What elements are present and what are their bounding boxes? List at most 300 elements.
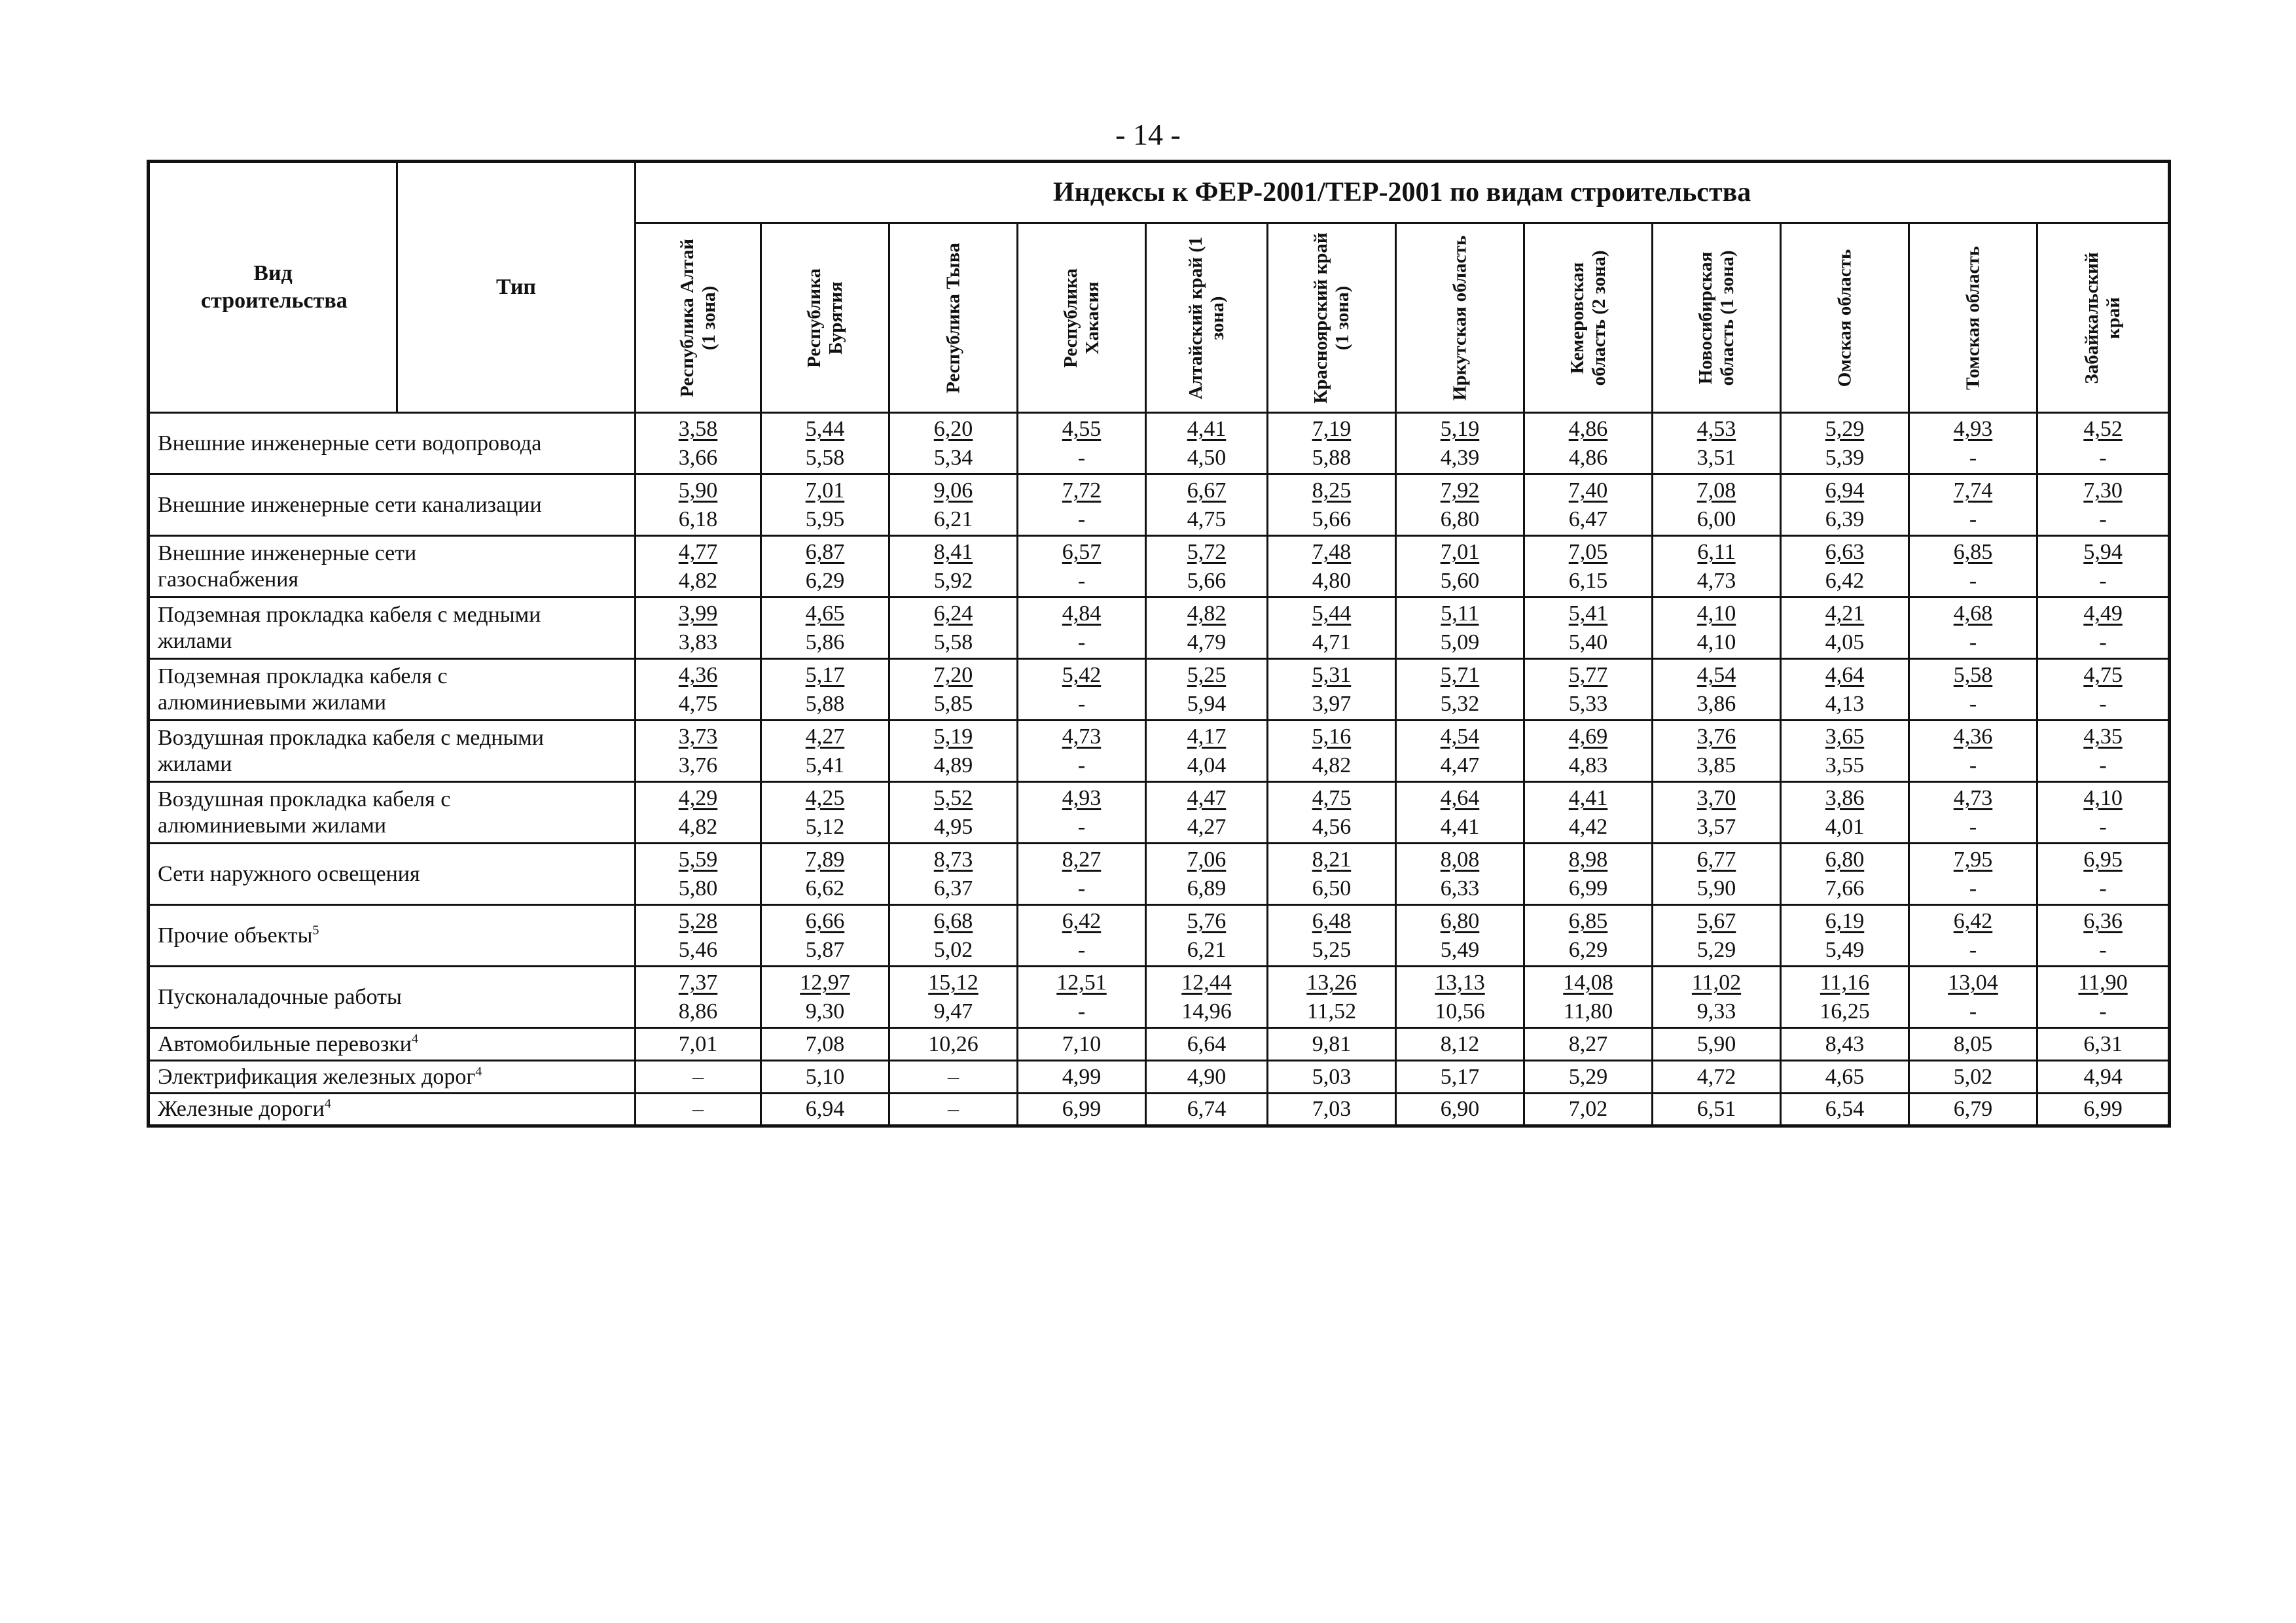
index-top-wrap [636, 907, 760, 936]
index-value: – [636, 1094, 761, 1126]
index-top-value: 5,52 [933, 785, 973, 810]
index-bottom-value: - [1077, 691, 1086, 716]
index-top-value: 6,80 [1440, 908, 1480, 933]
index-top-wrap [636, 846, 760, 874]
index-value: 7,08 [761, 1028, 889, 1061]
index-cell [1653, 844, 1781, 905]
table-caption: Индексы к ФЕР-2001/ТЕР-2001 по видам строительства [636, 162, 2170, 223]
index-cell [1268, 597, 1396, 659]
index-cell [1018, 967, 1146, 1028]
index-top-value: 5,29 [1825, 416, 1865, 441]
index-top-wrap [890, 415, 1016, 444]
construction-type-label: Железные дороги [158, 1097, 325, 1121]
index-top-value: 4,49 [2083, 601, 2123, 626]
region-header [1396, 223, 1524, 413]
index-top-wrap [1018, 415, 1145, 444]
region-header-label: Кемеровская область (2 зона) [1566, 250, 1609, 386]
index-bottom-value: - [1077, 507, 1086, 531]
construction-type-label: Воздушная прокладка кабеля с [158, 787, 451, 812]
construction-type-name [149, 1061, 636, 1094]
index-top-value: 4,54 [1440, 724, 1480, 749]
index-value: 7,02 [1524, 1094, 1653, 1126]
index-bottom-value: 3,85 [1696, 753, 1736, 777]
index-bottom-value: - [2099, 568, 2107, 593]
index-top-wrap [1018, 476, 1145, 505]
index-top-value: 4,41 [1568, 785, 1608, 810]
index-top-value: 5,41 [1568, 601, 1608, 626]
index-value: 7,10 [1018, 1028, 1146, 1061]
index-top-wrap [1782, 415, 1908, 444]
index-cell [1781, 844, 1909, 905]
index-top-value: 6,85 [1953, 539, 1993, 564]
index-bottom-value: - [1969, 691, 1977, 716]
index-cell [1396, 597, 1524, 659]
construction-type-label-line2: жилами [158, 628, 232, 653]
index-cell [889, 474, 1018, 536]
table-row [149, 721, 2170, 782]
index-cell [889, 905, 1018, 967]
table-row [149, 659, 2170, 721]
region-header [889, 223, 1018, 413]
index-top-wrap [762, 476, 888, 505]
region-header [2037, 223, 2170, 413]
index-bottom-value: 3,51 [1696, 445, 1736, 470]
index-cell [761, 905, 889, 967]
index-top-wrap [1525, 907, 1651, 936]
index-cell [761, 782, 889, 844]
index-top-wrap [1782, 599, 1908, 628]
index-value: 5,29 [1524, 1061, 1653, 1094]
index-top-wrap [1525, 538, 1651, 567]
index-top-wrap [1525, 599, 1651, 628]
index-cell [1146, 597, 1268, 659]
index-top-wrap [1525, 722, 1651, 751]
index-top-value: 4,93 [1062, 785, 1102, 810]
index-bottom-value: 4,95 [933, 814, 973, 839]
index-bottom-value: - [1969, 937, 1977, 962]
index-cell [1146, 474, 1268, 536]
index-bottom-value: 6,47 [1568, 507, 1608, 531]
index-top-value: 4,82 [1187, 601, 1227, 626]
index-value: 6,79 [1909, 1094, 2037, 1126]
index-top-value: 4,77 [678, 539, 718, 564]
index-cell [1146, 659, 1268, 721]
construction-index-table [147, 160, 2171, 1128]
index-bottom-value: 4,50 [1187, 445, 1227, 470]
index-cell [636, 659, 761, 721]
construction-type-label-line2: газоснабжения [158, 567, 299, 592]
index-top-value: 4,64 [1440, 785, 1480, 810]
index-top-wrap [890, 846, 1016, 874]
index-bottom-value: 4,42 [1568, 814, 1608, 839]
index-cell [761, 597, 889, 659]
index-cell [1909, 844, 2037, 905]
index-cell [636, 413, 761, 474]
region-header [1909, 223, 2037, 413]
index-top-wrap [1147, 599, 1266, 628]
index-bottom-value: 5,32 [1440, 691, 1480, 716]
index-cell [1524, 597, 1653, 659]
index-bottom-value: - [1077, 814, 1086, 839]
index-top-wrap [1525, 969, 1651, 997]
index-top-value: 6,95 [2083, 847, 2123, 872]
index-top-value: 7,72 [1062, 478, 1102, 503]
index-top-wrap [1397, 722, 1523, 751]
construction-type-name [149, 967, 636, 1028]
index-top-wrap [1397, 661, 1523, 690]
index-bottom-value: 4,04 [1187, 753, 1227, 777]
index-bottom-value: 5,12 [805, 814, 845, 839]
index-bottom-value: 5,39 [1825, 445, 1865, 470]
index-cell [761, 474, 889, 536]
index-top-wrap [1268, 846, 1395, 874]
index-top-wrap [1397, 969, 1523, 997]
index-top-value: 4,64 [1825, 662, 1865, 687]
index-cell [1524, 659, 1653, 721]
index-cell [1018, 413, 1146, 474]
index-cell [2037, 536, 2170, 597]
table-row [149, 413, 2170, 474]
index-value: 5,10 [761, 1061, 889, 1094]
index-top-value: 4,17 [1187, 724, 1227, 749]
index-cell [636, 782, 761, 844]
index-cell [2037, 782, 2170, 844]
index-cell [1781, 474, 1909, 536]
index-bottom-value: 4,79 [1187, 630, 1227, 654]
index-bottom-value: - [1969, 999, 1977, 1024]
index-cell [636, 844, 761, 905]
index-top-value: 6,63 [1825, 539, 1865, 564]
index-bottom-value: - [2099, 445, 2107, 470]
construction-type-label: Электрификация железных дорог [158, 1064, 476, 1089]
index-bottom-value: 6,80 [1440, 507, 1480, 531]
index-top-wrap [1018, 784, 1145, 813]
index-top-value: 5,31 [1312, 662, 1352, 687]
index-value: 6,31 [2037, 1028, 2170, 1061]
index-top-value: 13,26 [1306, 970, 1357, 995]
index-top-value: 7,37 [678, 970, 718, 995]
header-construction-type [149, 162, 397, 413]
index-top-wrap [890, 907, 1016, 936]
index-value: 6,90 [1396, 1094, 1524, 1126]
index-top-value: 7,30 [2083, 478, 2123, 503]
index-top-wrap [1268, 969, 1395, 997]
index-top-value: 5,72 [1187, 539, 1227, 564]
index-top-wrap [762, 784, 888, 813]
index-bottom-value: 6,99 [1568, 876, 1608, 901]
index-cell [1524, 844, 1653, 905]
index-top-value: 5,71 [1440, 662, 1480, 687]
index-top-wrap [1910, 415, 2036, 444]
index-bottom-value: 6,29 [805, 568, 845, 593]
index-cell [636, 536, 761, 597]
region-header-label: Республика Тыва [942, 242, 963, 393]
index-top-value: 5,17 [805, 662, 845, 687]
index-top-wrap [2038, 415, 2168, 444]
index-top-value: 6,94 [1825, 478, 1865, 503]
index-cell [1653, 782, 1781, 844]
index-value: 5,02 [1909, 1061, 2037, 1094]
index-bottom-value: 3,86 [1696, 691, 1736, 716]
index-cell [1781, 659, 1909, 721]
index-bottom-value: 5,94 [1187, 691, 1227, 716]
construction-type-name [149, 905, 636, 967]
index-cell [1524, 782, 1653, 844]
index-top-wrap [1653, 846, 1780, 874]
index-bottom-value: 4,10 [1696, 630, 1736, 654]
index-top-wrap [1268, 599, 1395, 628]
index-top-wrap [1525, 846, 1651, 874]
index-cell [889, 721, 1018, 782]
index-bottom-value: 7,66 [1825, 876, 1865, 901]
index-top-value: 6,57 [1062, 539, 1102, 564]
index-cell [1146, 413, 1268, 474]
index-value: 8,05 [1909, 1028, 2037, 1061]
index-cell [889, 597, 1018, 659]
index-bottom-value: 11,52 [1306, 999, 1357, 1024]
index-bottom-value: 5,90 [1696, 876, 1736, 901]
index-top-wrap [762, 415, 888, 444]
index-cell [1909, 659, 2037, 721]
index-top-wrap [1525, 415, 1651, 444]
index-bottom-value: 5,33 [1568, 691, 1608, 716]
construction-type-label: Сети наружного освещения [158, 861, 420, 886]
index-cell [1146, 536, 1268, 597]
index-cell [1396, 659, 1524, 721]
construction-type-name [149, 782, 636, 844]
construction-type-label: Прочие объекты [158, 923, 313, 948]
index-cell [1781, 782, 1909, 844]
index-bottom-value: 5,34 [933, 445, 973, 470]
index-cell [1653, 721, 1781, 782]
index-bottom-value: - [1077, 999, 1086, 1024]
region-header-label: Красноярский край (1 зона) [1310, 232, 1353, 404]
index-cell [2037, 844, 2170, 905]
index-cell [1396, 413, 1524, 474]
index-top-value: 5,58 [1953, 662, 1993, 687]
construction-type-label: Внешние инженерные сети канализации [158, 492, 542, 517]
index-bottom-value: 4,75 [678, 691, 718, 716]
index-bottom-value: 4,56 [1312, 814, 1352, 839]
construction-type-label: Подземная прокладка кабеля с [158, 664, 448, 688]
index-top-wrap [636, 784, 760, 813]
index-top-value: 6,42 [1062, 908, 1102, 933]
index-bottom-value: 4,13 [1825, 691, 1865, 716]
region-header [1524, 223, 1653, 413]
index-top-value: 8,41 [933, 539, 973, 564]
index-top-wrap [1147, 907, 1266, 936]
index-cell [1268, 967, 1396, 1028]
index-top-value: 6,48 [1312, 908, 1352, 933]
index-cell [1524, 536, 1653, 597]
index-bottom-value: - [1077, 937, 1086, 962]
index-top-value: 6,66 [805, 908, 845, 933]
region-header [1146, 223, 1268, 413]
index-top-value: 4,55 [1062, 416, 1102, 441]
index-top-value: 4,52 [2083, 416, 2123, 441]
index-top-value: 13,13 [1435, 970, 1485, 995]
index-top-value: 4,41 [1187, 416, 1227, 441]
index-value: 10,26 [889, 1028, 1018, 1061]
construction-type-name [149, 536, 636, 597]
index-cell [1781, 536, 1909, 597]
index-top-value: 7,95 [1953, 847, 1993, 872]
index-cell [889, 413, 1018, 474]
index-top-wrap [1910, 969, 2036, 997]
construction-type-label-line2: алюминиевыми жилами [158, 690, 387, 715]
index-top-value: 8,21 [1312, 847, 1352, 872]
index-cell [1909, 905, 2037, 967]
table-row [149, 1094, 2170, 1126]
construction-type-label: Внешние инженерные сети [158, 541, 417, 565]
index-cell [1018, 474, 1146, 536]
index-cell [1524, 474, 1653, 536]
index-bottom-value: 6,21 [1187, 937, 1227, 962]
index-bottom-value: 4,82 [678, 568, 718, 593]
index-top-wrap [1268, 661, 1395, 690]
index-value: 8,27 [1524, 1028, 1653, 1061]
table-body [149, 413, 2170, 1126]
index-cell [1396, 782, 1524, 844]
index-top-wrap [1397, 476, 1523, 505]
index-value: 6,74 [1146, 1094, 1268, 1126]
index-top-value: 3,65 [1825, 724, 1865, 749]
index-bottom-value: 6,39 [1825, 507, 1865, 531]
index-top-value: 4,73 [1953, 785, 1993, 810]
index-bottom-value: 16,25 [1820, 999, 1870, 1024]
construction-type-label: Воздушная прокладка кабеля с медными [158, 725, 545, 750]
index-bottom-value: 4,71 [1312, 630, 1352, 654]
index-bottom-value: 4,82 [678, 814, 718, 839]
index-cell [1396, 536, 1524, 597]
index-top-wrap [890, 599, 1016, 628]
index-cell [1653, 413, 1781, 474]
region-header [1268, 223, 1396, 413]
index-top-wrap [1397, 907, 1523, 936]
index-cell [2037, 905, 2170, 967]
index-top-wrap [2038, 599, 2168, 628]
index-bottom-value: 9,30 [805, 999, 845, 1024]
footnote-marker: 4 [324, 1096, 331, 1111]
index-bottom-value: 11,80 [1563, 999, 1613, 1024]
index-bottom-value: - [1969, 876, 1977, 901]
region-header [761, 223, 889, 413]
index-cell [761, 721, 889, 782]
index-top-value: 6,24 [933, 601, 973, 626]
index-cell [1781, 905, 1909, 967]
index-top-value: 6,11 [1697, 539, 1736, 564]
index-cell [889, 844, 1018, 905]
index-cell [889, 659, 1018, 721]
region-header-label: Иркутская область [1449, 235, 1470, 401]
table-row [149, 597, 2170, 659]
index-top-wrap [1782, 476, 1908, 505]
index-top-wrap [1782, 722, 1908, 751]
index-top-value: 4,10 [1696, 601, 1736, 626]
index-cell [1146, 844, 1268, 905]
index-value: 6,94 [761, 1094, 889, 1126]
index-bottom-value: 6,29 [1568, 937, 1608, 962]
index-bottom-value: - [1077, 753, 1086, 777]
index-bottom-value: 5,60 [1440, 568, 1480, 593]
index-cell [1909, 474, 2037, 536]
index-value: 7,01 [636, 1028, 761, 1061]
index-cell [1524, 413, 1653, 474]
index-cell [1018, 536, 1146, 597]
construction-type-name [149, 721, 636, 782]
index-bottom-value: - [2099, 937, 2107, 962]
index-top-wrap [1525, 784, 1651, 813]
index-top-value: 6,42 [1953, 908, 1993, 933]
index-top-value: 4,35 [2083, 724, 2123, 749]
table-row [149, 536, 2170, 597]
index-bottom-value: - [1969, 507, 1977, 531]
index-top-wrap [636, 969, 760, 997]
index-top-value: 3,76 [1696, 724, 1736, 749]
index-top-value: 4,93 [1953, 416, 1993, 441]
index-bottom-value: 9,47 [933, 999, 973, 1024]
index-top-wrap [1653, 722, 1780, 751]
index-cell [1018, 782, 1146, 844]
index-value: 8,12 [1396, 1028, 1524, 1061]
index-cell [1146, 967, 1268, 1028]
index-bottom-value: 5,80 [678, 876, 718, 901]
index-top-value: 5,59 [678, 847, 718, 872]
index-top-wrap [1018, 846, 1145, 874]
index-top-wrap [890, 538, 1016, 567]
index-top-wrap [636, 722, 760, 751]
index-bottom-value: 4,80 [1312, 568, 1352, 593]
index-top-value: 4,21 [1825, 601, 1865, 626]
index-bottom-value: 4,82 [1312, 753, 1352, 777]
construction-type-label: Подземная прокладка кабеля с медными [158, 602, 541, 627]
footnote-marker: 4 [475, 1064, 482, 1079]
index-value: 4,99 [1018, 1061, 1146, 1094]
index-top-value: 8,25 [1312, 478, 1352, 503]
index-cell [1018, 597, 1146, 659]
index-value: 6,51 [1653, 1094, 1781, 1126]
table-row [149, 967, 2170, 1028]
table-row [149, 844, 2170, 905]
index-cell [1653, 905, 1781, 967]
index-top-wrap [1147, 722, 1266, 751]
index-value: 7,03 [1268, 1094, 1396, 1126]
index-cell [1146, 721, 1268, 782]
index-bottom-value: 5,66 [1187, 568, 1227, 593]
index-top-wrap [762, 969, 888, 997]
construction-type-name [149, 659, 636, 721]
index-top-wrap [890, 476, 1016, 505]
index-top-value: 4,75 [2083, 662, 2123, 687]
index-top-value: 4,75 [1312, 785, 1352, 810]
index-top-wrap [2038, 538, 2168, 567]
index-cell [1524, 905, 1653, 967]
index-top-value: 6,20 [933, 416, 973, 441]
index-top-wrap [1147, 661, 1266, 690]
index-top-wrap [1525, 476, 1651, 505]
index-cell [636, 474, 761, 536]
table-row [149, 905, 2170, 967]
index-top-wrap [1653, 476, 1780, 505]
construction-type-label: Автомобильные перевозки [158, 1031, 412, 1056]
index-top-value: 6,77 [1696, 847, 1736, 872]
index-top-wrap [636, 599, 760, 628]
index-top-value: 3,70 [1696, 785, 1736, 810]
index-bottom-value: 6,62 [805, 876, 845, 901]
index-cell [2037, 474, 2170, 536]
index-bottom-value: - [1077, 568, 1086, 593]
index-top-wrap [890, 722, 1016, 751]
